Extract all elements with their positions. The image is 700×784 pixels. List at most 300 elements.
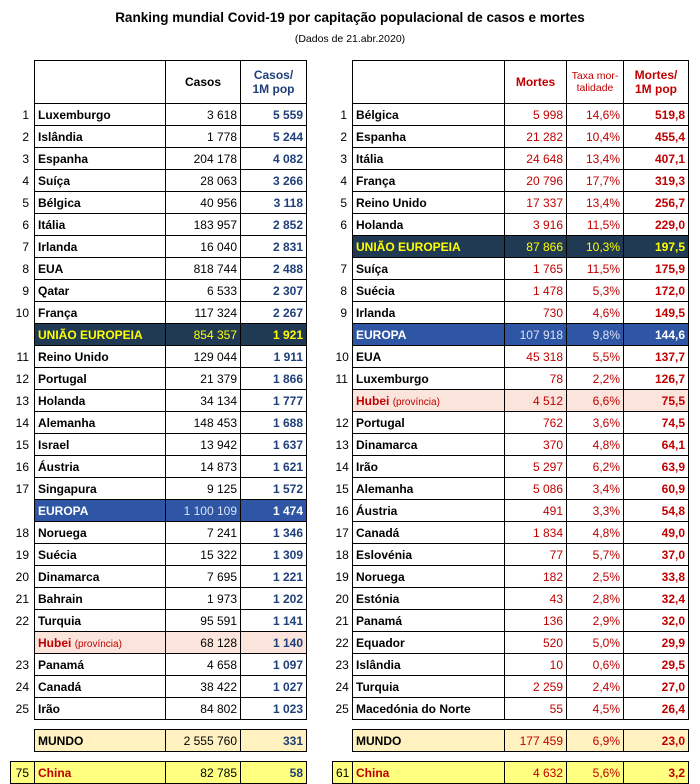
mortality-rate-cell: 4,8% [567,434,624,456]
mortality-rate-cell: 4,8% [567,522,624,544]
country-name [35,698,166,720]
world-label: MUNDO [353,730,505,752]
mortality-rate-cell: 5,3% [567,280,624,302]
cases-per-million-cell: 1 474 [241,500,307,522]
rank-cell: 61 [333,762,353,784]
cases-per-million-cell: 3 118 [241,192,307,214]
country-label: Suécia [38,547,77,562]
cases-per-million-cell: 2 852 [241,214,307,236]
deaths-cell: 77 [505,544,567,566]
world-total-row [11,730,307,752]
rank-cell: 17 [15,481,29,496]
table-row [333,676,689,698]
deaths-per-million-cell: 172,0 [624,280,689,302]
deaths-cell: 370 [505,434,567,456]
deaths-per-million-cell: 63,9 [624,456,689,478]
country-label: Noruega [356,569,405,584]
cases-cell: 28 063 [166,170,241,192]
deaths-per-million-cell: 32,4 [624,588,689,610]
world-label: MUNDO [35,730,166,752]
country-name [35,500,166,522]
country-name [353,632,505,654]
country-label: EUROPA [356,327,407,342]
country-label: Irlanda [356,305,396,320]
rank-cell: 21 [335,613,349,628]
cases-per-million-header: Casos/ 1M pop [241,61,307,104]
mortality-rate-cell: 14,6% [567,104,624,126]
table-row [333,126,689,148]
deaths-per-million-cell: 33,8 [624,566,689,588]
table-row [11,522,307,544]
country-label: Israel [38,437,70,452]
country-label: Suíça [356,261,389,276]
rank-cell [11,730,35,752]
rank-cell: 8 [340,283,347,298]
cases-cell: 2 555 760 [166,730,241,752]
rank-cell: 12 [335,415,349,430]
table-row [333,368,689,390]
table-row [11,610,307,632]
mortality-rate-cell: 10,3% [567,236,624,258]
rank-cell: 22 [15,613,29,628]
cases-cell: 95 591 [166,610,241,632]
country-name [353,390,505,412]
deaths-cell: 4 632 [505,762,567,784]
rank-cell: 13 [15,393,29,408]
rank-cell: 18 [335,547,349,562]
table-row [11,236,307,258]
country-label: Irão [38,701,61,716]
country-label: Itália [38,217,66,232]
cases-cell: 818 744 [166,258,241,280]
country-label: Panamá [356,613,403,628]
rank-cell [11,632,35,654]
china-row [333,762,689,784]
mortality-rate-cell: 13,4% [567,148,624,170]
mortality-rate-cell: 5,5% [567,346,624,368]
table-row [333,654,689,676]
table-row [333,544,689,566]
deaths-per-million-cell: 26,4 [624,698,689,720]
country-label: Suíça [38,173,71,188]
table-row [333,456,689,478]
deaths-cell: 182 [505,566,567,588]
deaths-cell: 24 648 [505,148,567,170]
rank-cell: 2 [340,129,347,144]
table-row [333,302,689,324]
mortality-rate-cell: 11,5% [567,258,624,280]
province-note: (província) [74,638,122,650]
deaths-per-million-cell: 49,0 [624,522,689,544]
mortality-rate-cell: 6,9% [567,730,624,752]
table-row [11,302,307,324]
rank-cell: 75 [11,762,35,784]
country-name [353,368,505,390]
country-label: Holanda [38,393,86,408]
rank-cell: 18 [15,525,29,540]
deaths-cell: 55 [505,698,567,720]
deaths-per-million-cell: 144,6 [624,324,689,346]
country-label: Bahrain [38,591,83,606]
rank-cell: 16 [15,459,29,474]
deaths-per-million-cell: 407,1 [624,148,689,170]
country-name [353,478,505,500]
rank-cell: 2 [22,129,29,144]
country-label: Áustria [38,459,80,474]
rank-cell: 5 [340,195,347,210]
rank-cell [11,324,35,346]
table-row [11,698,307,720]
country-name [35,610,166,632]
country-name [35,236,166,258]
country-name [353,192,505,214]
rank-cell: 17 [335,525,349,540]
deaths-per-million-header: Mortes/ 1M pop [624,61,689,104]
rank-cell: 6 [340,217,347,232]
country-name [353,324,505,346]
deaths-cell: 43 [505,588,567,610]
cases-cell: 38 422 [166,676,241,698]
deaths-cell: 1 478 [505,280,567,302]
table-row [11,390,307,412]
deaths-cell: 762 [505,412,567,434]
cases-cell: 1 100 109 [166,500,241,522]
mortality-rate-cell: 3,6% [567,412,624,434]
deaths-cell: 21 282 [505,126,567,148]
country-label: China [35,762,166,784]
country-name [353,588,505,610]
spacer-row [11,752,307,762]
country-label: China [353,762,505,784]
rank-cell: 15 [15,437,29,452]
rank-cell [333,236,353,258]
spacer-row [333,752,689,762]
deaths-per-million-cell: 455,4 [624,126,689,148]
country-label: Luxemburgo [356,371,429,386]
mortality-rate-cell: 5,0% [567,632,624,654]
mortality-rate-cell: 5,7% [567,544,624,566]
rank-cell: 25 [335,701,349,716]
country-name [35,280,166,302]
cases-cell: 21 379 [166,368,241,390]
cases-per-million-cell: 1 023 [241,698,307,720]
country-label: Espanha [38,151,89,166]
deaths-per-million-cell: 519,8 [624,104,689,126]
deaths-cell: 17 337 [505,192,567,214]
table-row [11,192,307,214]
country-name [353,412,505,434]
table-row [11,632,307,654]
country-label: Canadá [38,679,82,694]
mortality-rate-cell: 3,3% [567,500,624,522]
cases-cell: 7 695 [166,566,241,588]
country-name [35,566,166,588]
cases-per-million-cell: 4 082 [241,148,307,170]
country-label: EUA [38,261,64,276]
table-row [11,170,307,192]
cases-per-million-cell: 1 866 [241,368,307,390]
deaths-per-million-cell: 32,0 [624,610,689,632]
cases-cell: 40 956 [166,192,241,214]
cases-header-row [11,61,307,104]
table-row [11,148,307,170]
rank-cell: 20 [15,569,29,584]
cases-per-million-cell: 331 [241,730,307,752]
deaths-per-million-cell: 60,9 [624,478,689,500]
deaths-cell: 1 834 [505,522,567,544]
cases-per-million-cell: 2 307 [241,280,307,302]
country-label: Alemanha [38,415,96,430]
table-row [333,566,689,588]
rank-cell: 1 [340,107,347,122]
country-label: Turquia [356,679,400,694]
deaths-per-million-cell: 75,5 [624,390,689,412]
table-row [333,632,689,654]
country-label: Portugal [38,371,87,386]
deaths-per-million-cell: 126,7 [624,368,689,390]
rank-cell: 15 [335,481,349,496]
cases-cell: 9 125 [166,478,241,500]
country-label: Canadá [356,525,400,540]
cases-cell: 6 533 [166,280,241,302]
rank-cell: 19 [335,569,349,584]
cases-per-million-cell: 2 831 [241,236,307,258]
rank-cell: 16 [335,503,349,518]
country-name [35,676,166,698]
country-label: Espanha [356,129,407,144]
table-row [333,390,689,412]
deaths-cell: 87 866 [505,236,567,258]
cases-cell: 84 802 [166,698,241,720]
deaths-cell: 45 318 [505,346,567,368]
table-row [11,104,307,126]
country-label: Irlanda [38,239,78,254]
country-name [353,346,505,368]
table-row [11,214,307,236]
rank-cell: 13 [335,437,349,452]
rank-cell: 3 [340,151,347,166]
country-label: EUROPA [38,503,89,518]
cases-cell: 16 040 [166,236,241,258]
cases-ranking-table [10,60,307,784]
country-label: Suécia [356,283,395,298]
deaths-header-row [333,61,689,104]
rank-cell: 7 [340,261,347,276]
mortality-rate-cell: 11,5% [567,214,624,236]
country-name [353,676,505,698]
deaths-cell: 5 086 [505,478,567,500]
deaths-cell: 177 459 [505,730,567,752]
country-label: UNIÃO EUROPEIA [356,239,461,254]
cases-per-million-cell: 5 559 [241,104,307,126]
spacer-row [11,720,307,730]
country-name [35,192,166,214]
country-label: Alemanha [356,481,414,496]
table-row [333,148,689,170]
country-name [353,610,505,632]
country-label: UNIÃO EUROPEIA [38,327,143,342]
country-name [35,478,166,500]
country-name [35,544,166,566]
table-row [333,236,689,258]
mortality-rate-cell: 6,2% [567,456,624,478]
deaths-per-million-cell: 23,0 [624,730,689,752]
country-name [353,500,505,522]
cases-per-million-cell: 5 244 [241,126,307,148]
cases-per-million-cell: 1 777 [241,390,307,412]
rank-cell [333,730,353,752]
deaths-header: Mortes [505,61,567,104]
deaths-cell: 107 918 [505,324,567,346]
rank-cell: 14 [15,415,29,430]
deaths-per-million-cell: 319,3 [624,170,689,192]
deaths-cell: 5 998 [505,104,567,126]
country-name [35,346,166,368]
country-label: França [356,173,396,188]
cases-per-million-cell: 1 911 [241,346,307,368]
country-name [353,126,505,148]
mortality-rate-cell: 9,8% [567,324,624,346]
mortality-rate-cell: 3,4% [567,478,624,500]
country-label: Dinamarca [38,569,100,584]
deaths-per-million-cell: 54,8 [624,500,689,522]
deaths-per-million-cell: 256,7 [624,192,689,214]
country-label: Noruega [38,525,87,540]
deaths-per-million-cell: 229,0 [624,214,689,236]
country-label: Islândia [356,657,401,672]
rank-cell: 8 [22,261,29,276]
rank-cell: 25 [15,701,29,716]
cases-cell: 148 453 [166,412,241,434]
cases-cell: 4 658 [166,654,241,676]
country-name [353,434,505,456]
deaths-cell: 5 297 [505,456,567,478]
mortality-rate-cell: 6,6% [567,390,624,412]
country-name [35,214,166,236]
spacer-row [333,720,689,730]
country-label: Áustria [356,503,398,518]
table-row [11,500,307,522]
country-label: EUA [356,349,382,364]
mortality-rate-cell: 5,6% [567,762,624,784]
rank-cell: 22 [335,635,349,650]
cases-per-million-cell: 1 141 [241,610,307,632]
cases-per-million-cell: 3 266 [241,170,307,192]
rank-cell: 20 [335,591,349,606]
rank-cell: 21 [15,591,29,606]
country-name [35,434,166,456]
rank-cell: 23 [15,657,29,672]
table-row [333,346,689,368]
cases-per-million-cell: 1 309 [241,544,307,566]
cases-per-million-cell: 1 621 [241,456,307,478]
country-name [35,390,166,412]
country-name [35,654,166,676]
cases-per-million-cell: 1 346 [241,522,307,544]
deaths-cell: 10 [505,654,567,676]
cases-cell: 13 942 [166,434,241,456]
country-label: Eslovénia [356,547,413,562]
rank-cell [333,324,353,346]
table-row [333,698,689,720]
country-label: Singapura [38,481,97,496]
country-name [35,170,166,192]
country-name [35,148,166,170]
country-label: Macedónia do Norte [356,701,471,716]
country-name [35,588,166,610]
deaths-cell: 1 765 [505,258,567,280]
table-row [11,324,307,346]
table-row [11,368,307,390]
country-name [353,236,505,258]
mortality-rate-cell: 17,7% [567,170,624,192]
deaths-cell: 520 [505,632,567,654]
china-row [11,762,307,784]
table-row [333,280,689,302]
country-label: Bélgica [356,107,399,122]
deaths-per-million-cell: 64,1 [624,434,689,456]
country-label: Hubei [356,393,390,408]
table-row [333,324,689,346]
rank-cell: 11 [335,371,348,386]
deaths-per-million-cell: 27,0 [624,676,689,698]
country-name [353,566,505,588]
province-note: (província) [392,396,440,408]
country-label: Qatar [38,283,70,298]
country-name [353,522,505,544]
cases-cell: 854 357 [166,324,241,346]
cases-cell: 1 973 [166,588,241,610]
country-name [35,522,166,544]
table-row [333,588,689,610]
table-row [333,500,689,522]
country-name [35,302,166,324]
country-name [353,258,505,280]
table-row [333,214,689,236]
cases-per-million-cell: 1 637 [241,434,307,456]
mortality-rate-cell: 4,6% [567,302,624,324]
cases-per-million-cell: 1 097 [241,654,307,676]
page-subtitle: (Dados de 21.abr.2020) [294,33,406,45]
rank-cell: 12 [15,371,29,386]
cases-per-million-cell: 2 488 [241,258,307,280]
cases-per-million-cell: 2 267 [241,302,307,324]
country-name [353,544,505,566]
table-row [11,676,307,698]
country-name [35,412,166,434]
deaths-ranking-table [332,60,689,784]
country-name [35,368,166,390]
cases-cell: 15 322 [166,544,241,566]
deaths-per-million-cell: 29,9 [624,632,689,654]
deaths-per-million-cell: 74,5 [624,412,689,434]
mortality-rate-cell: 2,9% [567,610,624,632]
mortality-rate-cell: 2,8% [567,588,624,610]
table-row [11,258,307,280]
rank-cell: 7 [22,239,29,254]
deaths-per-million-cell: 197,5 [624,236,689,258]
cases-cell: 14 873 [166,456,241,478]
country-label: Equador [356,635,405,650]
table-row [333,258,689,280]
mortality-rate-cell: 4,5% [567,698,624,720]
cases-cell: 3 618 [166,104,241,126]
rank-cell: 19 [15,547,29,562]
cases-cell: 82 785 [166,762,241,784]
rank-cell: 9 [340,305,347,320]
cases-per-million-cell: 58 [241,762,307,784]
country-label: Reino Unido [38,349,109,364]
